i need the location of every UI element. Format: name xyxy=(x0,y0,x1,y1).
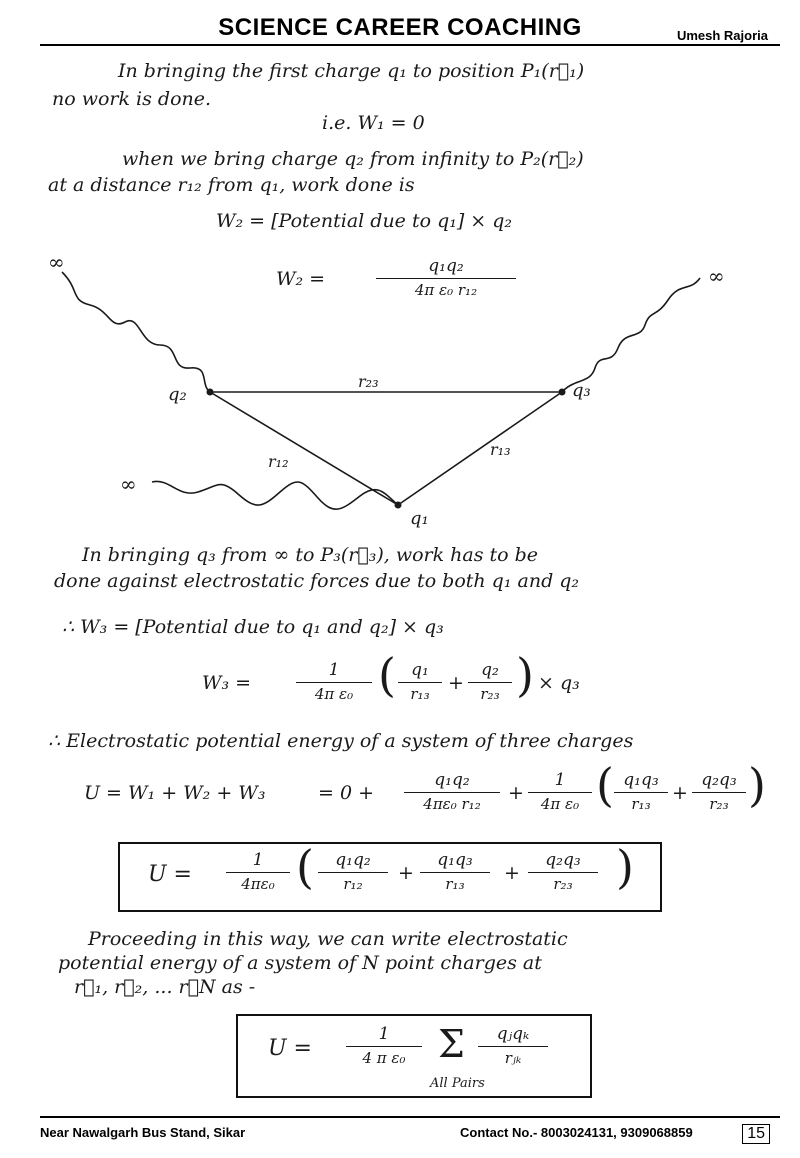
text-line-5: at a distance r₁₂ from q₁, work done is xyxy=(48,174,415,196)
u-sum-close-paren: ) xyxy=(748,758,766,812)
u-sum-c-num: 1 xyxy=(528,770,592,793)
infinity-label-right: ∞ xyxy=(708,264,725,288)
text-line-3: i.e. W₁ = 0 xyxy=(322,112,425,134)
footer-contact: Contact No.- 8003024131, 9309068859 xyxy=(460,1125,693,1140)
u-sum-b-den: r₁₃ xyxy=(631,795,651,813)
w3-term1-num: q₁ xyxy=(398,660,442,683)
footer-rule xyxy=(40,1116,780,1118)
footer-address: Near Nawalgarh Bus Stand, Sikar xyxy=(40,1125,246,1140)
charge-dot-q3 xyxy=(559,389,566,396)
infinity-label-left: ∞ xyxy=(48,250,65,274)
label-q2: q₂ xyxy=(168,384,187,405)
u-box-c-num: 1 xyxy=(226,850,290,873)
u-sum-term-d xyxy=(692,770,746,813)
u-box-t1-num: q₁q₂ xyxy=(318,850,388,873)
u-box-t1-den: r₁₂ xyxy=(343,875,363,893)
infinity-label-bottom: ∞ xyxy=(120,472,137,496)
u-box-term3 xyxy=(528,850,598,893)
w2-lhs: W₂ = xyxy=(276,268,326,290)
u-box-t2-num: q₁q₃ xyxy=(420,850,490,873)
u-sum-plus: + xyxy=(508,782,524,804)
text-line-6: W₂ = [Potential due to q₁] × q₂ xyxy=(216,210,513,232)
u-box-open-paren: ( xyxy=(296,840,314,894)
label-r12: r₁₂ xyxy=(268,452,289,471)
u-sum-term-a xyxy=(404,770,500,813)
u-box-t2-den: r₁₃ xyxy=(445,875,465,893)
u-sum-b-num: q₁q₃ xyxy=(614,770,668,793)
u-sum-d-den: r₂₃ xyxy=(709,795,729,813)
page-title: SCIENCE CAREER COACHING xyxy=(218,14,582,41)
w3-term1 xyxy=(398,660,442,703)
w3-term2-den: r₂₃ xyxy=(480,685,500,703)
w3-coefficient xyxy=(296,660,372,703)
w3-term2-num: q₂ xyxy=(468,660,512,683)
u-n-c-num: 1 xyxy=(346,1024,422,1047)
label-q3: q₃ xyxy=(572,380,591,401)
text-line-8: done against electrostatic forces due to both q₁ and q₂ xyxy=(54,570,580,592)
summation-symbol: Σ xyxy=(438,1022,465,1066)
wavy-path-q2 xyxy=(62,272,210,392)
wavy-path-q1 xyxy=(152,481,398,509)
w2-denominator: 4π ε₀ r₁₂ xyxy=(414,281,478,299)
u-sum-lhs: U = W₁ + W₂ + W₃ xyxy=(84,782,266,804)
line-r13 xyxy=(398,392,562,505)
u-box-c-den: 4πε₀ xyxy=(241,875,275,893)
text-line-12: potential energy of a system of N point charges at xyxy=(58,952,542,974)
label-r13: r₁₃ xyxy=(490,440,511,459)
w3-term1-den: r₁₃ xyxy=(410,685,430,703)
text-line-1: In bringing the first charge q₁ to position P₁(r⃗₁) xyxy=(118,60,585,82)
u-sum-open-paren: ( xyxy=(596,758,614,812)
text-line-7: In bringing q₃ from ∞ to P₃(r⃗₃), work has to be xyxy=(82,544,539,566)
u-sum-a-num: q₁q₂ xyxy=(404,770,500,793)
w3-tail: × q₃ xyxy=(538,672,580,694)
u-box-coefficient xyxy=(226,850,290,893)
u-box-plus-1: + xyxy=(398,862,414,884)
label-q1: q₁ xyxy=(410,508,429,529)
u-n-term xyxy=(478,1024,548,1067)
w3-coef-den: 4π ε₀ xyxy=(314,685,354,703)
u-n-coefficient xyxy=(346,1024,422,1067)
summation-subscript: All Pairs xyxy=(430,1076,485,1091)
w3-close-paren: ) xyxy=(516,648,534,702)
u-n-lhs: U = xyxy=(268,1036,312,1061)
page-number: 15 xyxy=(742,1124,770,1144)
text-line-10: ∴ Electrostatic potential energy of a system of three charges xyxy=(48,730,634,752)
text-line-2: no work is done. xyxy=(52,88,212,110)
w3-plus: + xyxy=(448,672,464,694)
u-n-t-num: qⱼqₖ xyxy=(478,1024,548,1047)
author-name: Umesh Rajoria xyxy=(676,28,768,43)
w3-coef-num: 1 xyxy=(296,660,372,683)
u-box-lhs: U = xyxy=(148,862,192,887)
u-sum-coefficient xyxy=(528,770,592,813)
u-box-term2 xyxy=(420,850,490,893)
u-sum-plus-2: + xyxy=(672,782,688,804)
w3-term2 xyxy=(468,660,512,703)
text-line-13: r⃗₁, r⃗₂, ... r⃗N as - xyxy=(74,976,256,998)
u-sum-c-den: 4π ε₀ xyxy=(540,795,580,813)
charge-dot-q1 xyxy=(395,502,402,509)
u-n-c-den: 4 π ε₀ xyxy=(362,1049,406,1067)
line-r12 xyxy=(210,392,398,505)
u-box-close-paren: ) xyxy=(616,840,634,894)
u-sum-term-b xyxy=(614,770,668,813)
u-box-plus-2: + xyxy=(504,862,520,884)
w3-lhs: W₃ = xyxy=(202,672,252,694)
u-box-t3-den: r₂₃ xyxy=(553,875,573,893)
text-line-9: ∴ W₃ = [Potential due to q₁ and q₂] × q₃ xyxy=(62,616,444,638)
charge-dot-q2 xyxy=(207,389,214,396)
wavy-path-q3 xyxy=(562,278,700,392)
w3-open-paren: ( xyxy=(378,648,396,702)
u-sum-d-num: q₂q₃ xyxy=(692,770,746,793)
u-sum-a-den: 4πε₀ r₁₂ xyxy=(423,795,481,813)
w2-numerator: q₁q₂ xyxy=(376,256,516,279)
u-box-t3-num: q₂q₃ xyxy=(528,850,598,873)
u-box-term1 xyxy=(318,850,388,893)
u-sum-mid: = 0 + xyxy=(318,782,375,804)
text-line-11: Proceeding in this way, we can write electrostatic xyxy=(88,928,568,950)
label-r23: r₂₃ xyxy=(358,372,379,391)
text-line-4: when we bring charge q₂ from infinity to P₂(r⃗₂) xyxy=(122,148,584,170)
u-n-t-den: rⱼₖ xyxy=(504,1049,522,1067)
